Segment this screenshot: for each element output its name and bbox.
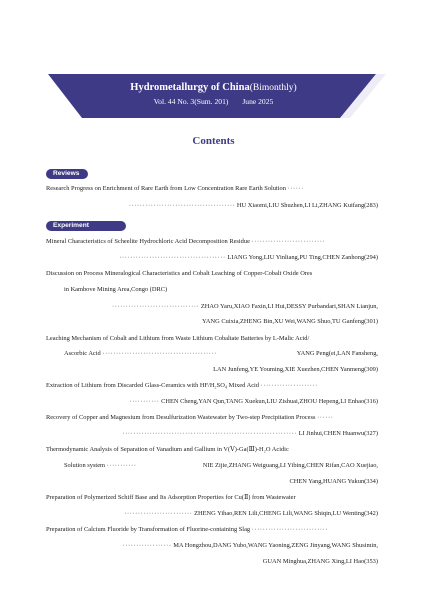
article-authors: NIE Zijie,ZHANG Weiguang,LI Yibing,CHEN Rifan,CAO Xuejiao, <box>202 462 378 469</box>
article-title[interactable]: Extraction of Lithium from Discarded Glass-Ceramics with HF/H₂SO₄ Mixed Acid ····················· <box>46 382 318 389</box>
article-title-cont: in Kambove Mining Area,Congo (DRC) <box>64 286 168 293</box>
article-title[interactable]: Preparation of Calcium Fluoride by Transformation of Fluorine-containing Slag ···························· <box>46 526 329 533</box>
article-title[interactable]: Leaching Mechanism of Cobalt and Lithium from Waste Lithium Cobaltate Batteries by L-Malic Acid/ <box>46 335 310 342</box>
article-title[interactable]: Discussion on Process Mineralogical Characteristics and Cobalt Leaching of Copper-Cobalt Oxide Ores <box>46 270 313 277</box>
article-title-cont: Ascorbic Acid ·········································· <box>64 350 217 357</box>
article-title[interactable]: Mineral Characteristics of Scheelite Hydrochloric Acid Decomposition Residue ··························· <box>46 238 326 245</box>
issue-info <box>0 97 427 106</box>
article-authors: ························· ZHENG Yihao,REN Lili,CHENG Lili,WANG Shiqin,LU Wenting(342) <box>124 510 378 517</box>
article-title[interactable]: Recovery of Copper and Magnesium from Desulfurization Wastewater by Two-step Precipitation Process ······ <box>46 414 334 421</box>
volume-issue: Vol. 44 No. 3(Sum. 201) <box>153 97 229 106</box>
article-authors-cont: YANG Cuixia,ZHENG Bin,XU Wei,WANG Shuo,TU Ganfeng(301) <box>202 318 378 325</box>
contents-heading: Contents <box>192 135 235 147</box>
article-authors-cont: CHEN Yang,HUANG Yukun(334) <box>289 478 378 485</box>
article-authors: ································ ZHAO Yaru,XIAO Faxin,LI Hui,DESSY Purbandari,SHAN Lianjun, <box>111 303 378 310</box>
article-authors: ······································· HU Xiaomi,LIU Shuzhen,LI Li,ZHANG Kuifang(283) <box>128 202 378 209</box>
article-authors-cont: GUAN Minghua,ZHANG Xing,LI Hao(353) <box>262 558 378 565</box>
header-banner <box>0 0 427 130</box>
article-title[interactable]: Research Progress on Enrichment of Rare Earth from Low Concentration Rare Earth Solution ······ <box>46 185 304 192</box>
article-title[interactable]: Thermodynamic Analysis of Separation of Vanadium and Gallium in V(Ⅴ)-Ga(Ⅲ)-H₂O Acidic <box>46 446 289 453</box>
article-authors: YANG Peng(ei,LAN Fansheng, <box>296 350 378 357</box>
article-authors: ·················· MA Hongzhou,DANG Yubo,WANG Yaoning,ZENG Jinyang,WANG Shusimin, <box>122 542 378 549</box>
article-title[interactable]: Preparation of Polymerized Schiff Base and Its Adsorption Properties for Cu(Ⅱ) from Wastewater <box>46 494 296 501</box>
section-badge-experiment: Experiment Research <box>46 221 126 231</box>
journal-title: Hydrometallurgy of China(Bimonthly) <box>130 82 297 93</box>
article-authors: ······································· LIANG Yong,LIU Yinliang,PU Ting,CHEN Zanhong(294) <box>119 254 378 261</box>
issue-date: June 2025 <box>242 97 274 106</box>
article-authors: ··········· CHEN Cheng,YAN Qun,TANG Xuekun,LIU Zishuai,ZHOU Hepeng,LI Enhao(316) <box>129 398 378 405</box>
article-authors: ································································ LI Jinhui,CHEN Huanwu(327) <box>122 430 378 437</box>
article-title-cont: Solution system ··········· <box>64 462 137 469</box>
article-authors-cont: LAN Junfeng,YE Youming,XIE Xuezhen,CHEN Yanmeng(309) <box>213 366 378 373</box>
section-badge-reviews: Reviews <box>46 169 88 179</box>
